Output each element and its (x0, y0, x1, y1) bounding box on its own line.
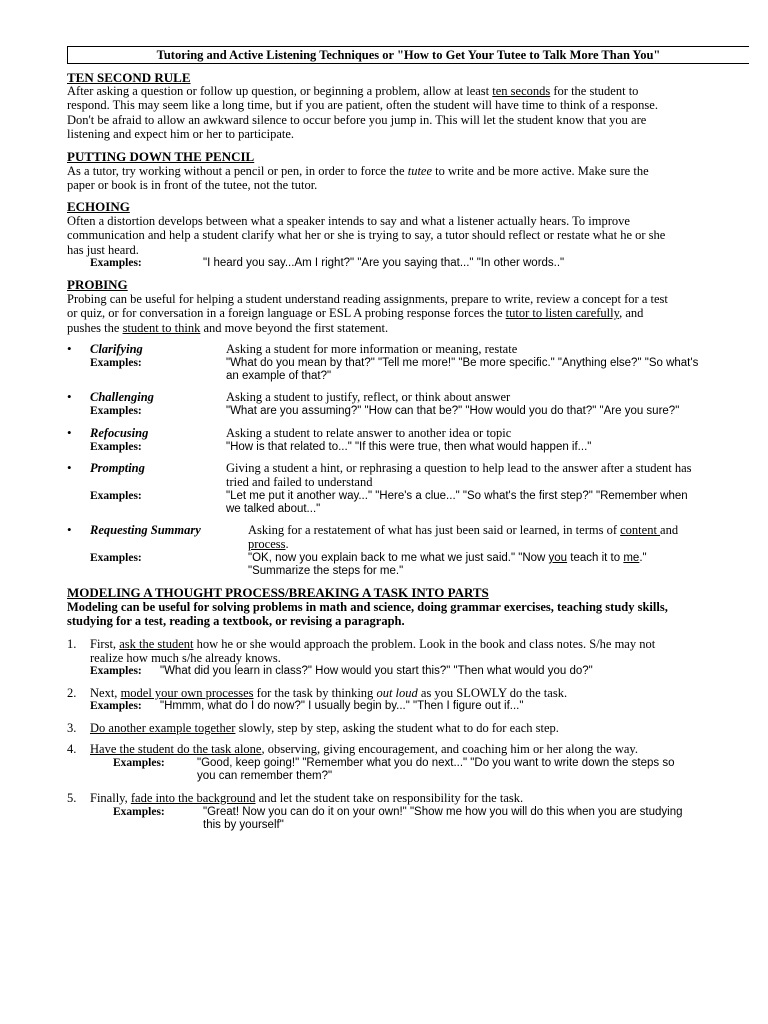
step-5-underline: fade into the background (130, 791, 256, 805)
summary-content-underline: content (620, 523, 661, 537)
bullet: • (67, 460, 72, 475)
probing-line2-end: , and (619, 306, 644, 321)
clarifying-examples (226, 357, 746, 383)
echoing-examples-label: Examples: (90, 257, 142, 269)
probing-line1: Probing can be useful for helping a student understand reading assignments, prepare to write, review a concept for a test (67, 292, 668, 306)
modeling-intro-line1: Modeling can be useful for solving problems in math and science, doing grammar exercises, teaching study skills, (67, 600, 668, 614)
bullet: • (67, 425, 72, 440)
prompting-examples-label: Examples: (90, 490, 142, 502)
summary-process-underline: process (248, 537, 286, 552)
pencil-tutee-italic: tutee (407, 164, 433, 178)
summary-examples-label: Examples: (90, 552, 142, 564)
echoing-line1: Often a distortion develops between what a speaker intends to say and what a listener actually hears. To improve (67, 214, 630, 228)
challenging-desc: Asking a student to justify, reflect, or think about answer (226, 390, 511, 404)
step-1-examples: "What did you learn in class?" How would you start this?" "Then what would you do?" (160, 665, 593, 677)
probing-tutor-listen-underline: tutor to listen carefully (505, 306, 620, 321)
ten-second-line4: listening and expect him or her to participate. (67, 126, 295, 141)
step-5-ex-line1: "Great! Now you can do it on your own!" "Show me how you will do this when you are studying (203, 806, 683, 818)
step-2-examples: "Hmmm, what do I do now?" I usually begin by..." "Then I figure out if..." (160, 700, 524, 712)
ten-second-line2: respond. This may seem like a long time, but if you are patient, often the student will have time to think of a response. (67, 98, 658, 113)
step-2-text (90, 686, 567, 700)
ten-second-line3: Don't be afraid to allow an awkward silence to occur before you jump in. This will let the student know that you are (67, 112, 647, 127)
modeling-intro (67, 600, 747, 629)
summary-ex-line2: "Summarize the steps for me." (248, 565, 404, 577)
summary-desc-b: and (660, 523, 679, 537)
step-number: 3. (67, 721, 77, 735)
prompting-ex-line2: we talked about..." (226, 503, 321, 515)
probing-line2: or quiz, or for conversation in a foreign language or ESL A probing response forces the (67, 306, 506, 321)
step-5-text (90, 791, 523, 805)
heading-probing: PROBING (67, 277, 128, 292)
step-3-b: slowly, step by step, asking the student what to do for each step. (235, 721, 559, 735)
summary-desc-a: Asking for a restatement of what has just been said or learned, in terms of (248, 523, 621, 537)
step-4-ex-line2: you can remember them?" (197, 770, 333, 782)
refocusing-examples-label: Examples: (90, 441, 142, 453)
probing-student-think-underline: student to think (122, 320, 201, 335)
step-1-b: how he or she would approach the problem. Look in the book and class notes. S/he may not (193, 637, 656, 651)
heading-modeling: MODELING A THOUGHT PROCESS/BREAKING A TASK INTO PARTS (67, 585, 489, 600)
ten-second-line1-end: for the student to (550, 84, 639, 98)
step-4-ex-line1: "Good, keep going!" "Remember what you do next..." "Do you want to write down the steps so (197, 757, 675, 769)
challenging-examples: "What are you assuming?" "How can that be?" "How would you do that?" "Are you sure?" (226, 405, 680, 417)
step-4-b: , observing, giving encouragement, and coaching him or her along the way. (261, 742, 638, 756)
prompting-desc-line1: Giving a student a hint, or rephrasing a question to help lead to the answer after a student has (226, 461, 692, 475)
step-5-b: and let the student take on responsibility for the task. (255, 791, 524, 805)
bullet: • (67, 522, 72, 537)
step-5-a: Finally, (90, 791, 131, 805)
summary-ex1a: "OK, now you explain back to me what we just said." "Now (248, 552, 549, 564)
echoing-line2: communication and help a student clarify what her or she is trying to say, a tutor should reflect or restate what he or she (67, 228, 666, 243)
clarifying-ex-line2: an example of that?" (226, 370, 332, 382)
step-2-b: for the task by thinking (253, 686, 377, 700)
step-1-underline: ask the student (119, 637, 194, 651)
probing-line3a: pushes the (67, 320, 123, 335)
heading-echoing: ECHOING (67, 199, 130, 214)
step-4-text (90, 742, 638, 756)
step-2-c: as you SLOWLY do the task. (417, 686, 568, 700)
step-1-examples-label: Examples: (90, 665, 142, 677)
step-number: 5. (67, 791, 77, 805)
ten-second-line1: After asking a question or follow up question, or beginning a problem, allow at least (67, 84, 493, 98)
prompting-ex-line1: "Let me put it another way..." "Here's a clue..." "So what's the first step?" "Remember when (226, 490, 688, 502)
step-2-a: Next, (90, 686, 121, 700)
term-requesting-summary: Requesting Summary (90, 523, 201, 537)
term-challenging: Challenging (90, 390, 154, 404)
summary-you-underline: you (548, 552, 568, 564)
prompting-desc-line2: tried and failed to understand (226, 475, 373, 490)
pencil-line1b: to write and be more active. Make sure the (432, 164, 649, 178)
ten-seconds-underline: ten seconds (492, 84, 551, 98)
clarifying-ex-line1: "What do you mean by that?" "Tell me more!" "Be more specific." "Anything else?" "So what's (226, 357, 699, 369)
summary-examples (248, 552, 748, 578)
step-2-italic: out loud (376, 686, 418, 700)
step-4-examples (197, 757, 747, 783)
probing-line3b: and move beyond the first statement. (200, 320, 389, 335)
term-clarifying: Clarifying (90, 342, 143, 356)
step-2-examples-label: Examples: (90, 700, 142, 712)
step-4-examples-label: Examples: (113, 757, 165, 769)
step-1-a: First, (90, 637, 120, 651)
clarifying-examples-label: Examples: (90, 357, 142, 369)
requesting-summary-desc (248, 523, 748, 552)
bullet: • (67, 389, 72, 404)
pencil-line1a: As a tutor, try working without a pencil or pen, in order to force the (67, 164, 408, 178)
step-number: 2. (67, 686, 77, 700)
step-3-text (90, 721, 559, 735)
step-2-underline: model your own processes (120, 686, 254, 700)
ten-second-paragraph (67, 84, 747, 141)
pencil-line2: paper or book is in front of the tutee, not the tutor. (67, 178, 318, 193)
step-4-underline: Have the student do the task alone (90, 742, 262, 756)
summary-desc-end: . (285, 537, 289, 552)
summary-me-underline: me (623, 552, 640, 564)
step-5-examples (203, 806, 748, 832)
bullet: • (67, 341, 72, 356)
step-5-examples-label: Examples: (113, 806, 165, 818)
echoing-line3: has just heard. (67, 242, 139, 257)
refocusing-examples: "How is that related to..." "If this were true, then what would happen if..." (226, 441, 592, 453)
summary-ex1b: teach it to (567, 552, 624, 564)
clarifying-desc: Asking a student for more information or meaning, restate (226, 342, 518, 356)
refocusing-desc: Asking a student to relate answer to another idea or topic (226, 426, 512, 440)
step-5-ex-line2: this by yourself" (203, 819, 284, 831)
prompting-examples (226, 490, 746, 516)
summary-ex1c: ." (639, 552, 647, 564)
step-number: 1. (67, 637, 77, 651)
heading-ten-second-rule: TEN SECOND RULE (67, 70, 191, 85)
echoing-paragraph (67, 214, 747, 257)
term-refocusing: Refocusing (90, 426, 149, 440)
document-title: Tutoring and Active Listening Techniques or "How to Get Your Tutee to Talk More Than You" (67, 46, 749, 64)
echoing-examples-text: "I heard you say...Am I right?" "Are you saying that..." "In other words.." (203, 257, 565, 269)
term-prompting: Prompting (90, 461, 145, 475)
modeling-intro-line2: studying for a test, reading a textbook, or revising a paragraph. (67, 614, 405, 629)
step-3-underline: Do another example together (90, 721, 236, 735)
step-number: 4. (67, 742, 77, 756)
step-1-text (90, 637, 748, 666)
pencil-paragraph (67, 164, 747, 193)
challenging-examples-label: Examples: (90, 405, 142, 417)
heading-putting-down-pencil: PUTTING DOWN THE PENCIL (67, 149, 255, 164)
probing-paragraph (67, 292, 747, 335)
step-1-line2: realize how much s/he already knows. (90, 651, 281, 666)
prompting-desc (226, 461, 746, 490)
